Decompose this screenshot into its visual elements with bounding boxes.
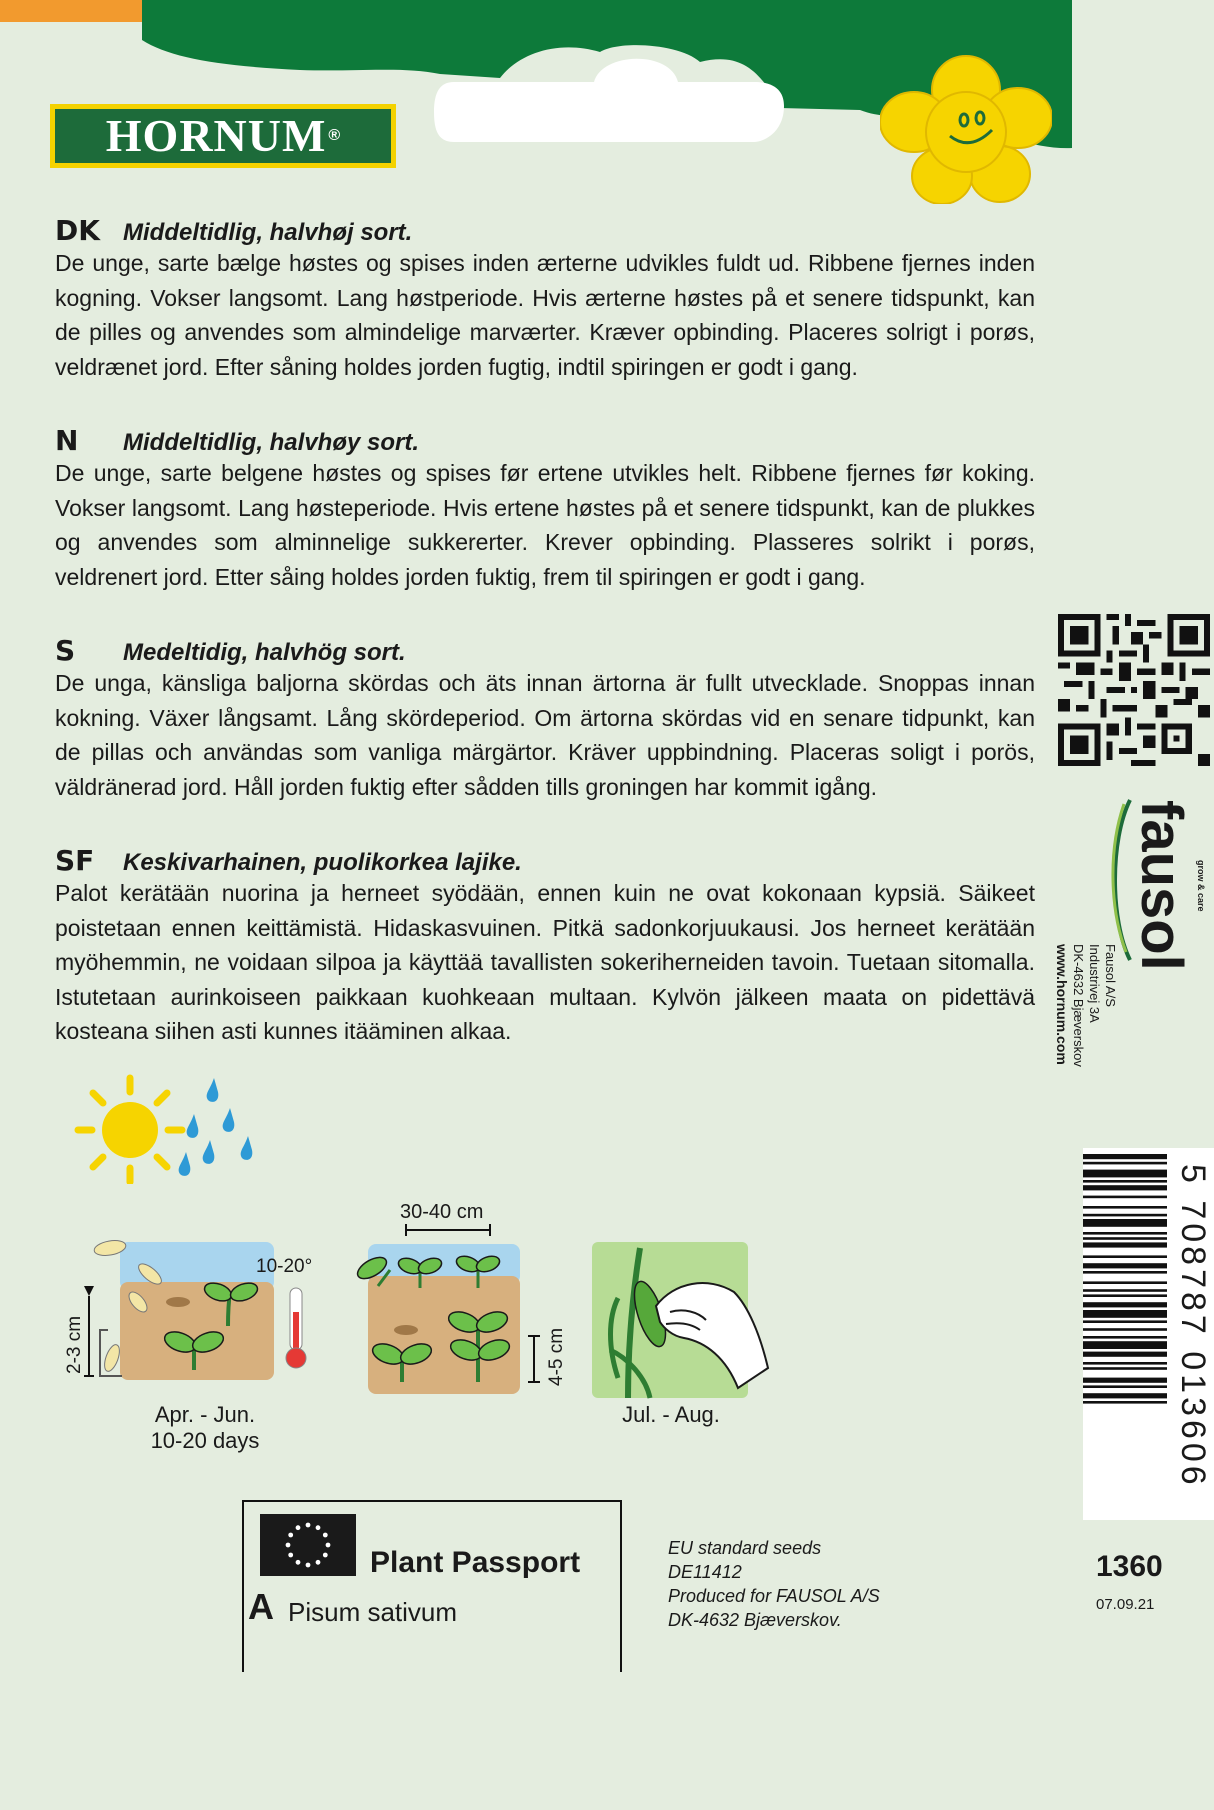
company-address	[1054, 944, 1118, 1067]
sun-icon	[78, 1078, 182, 1182]
barcode-bar	[1083, 1294, 1167, 1297]
barcode-bar	[1083, 1206, 1167, 1209]
description-s	[55, 636, 1035, 804]
barcode-bar	[1083, 1328, 1167, 1331]
thin-depth-label: 4-5 cm	[546, 1327, 567, 1386]
barcode-bar	[1083, 1214, 1167, 1217]
company-url[interactable]: www.hornum.com	[1054, 944, 1070, 1065]
temperature-label: 10-20°	[256, 1256, 313, 1277]
barcode-bar	[1083, 1385, 1167, 1388]
barcode-bar	[1083, 1310, 1167, 1318]
sowing-caption	[130, 1402, 280, 1454]
barcode-bar	[1083, 1362, 1167, 1365]
eu-star	[306, 1563, 311, 1568]
barcode-bar	[1083, 1289, 1167, 1292]
description-text: De unge, sarte belgene høstes og spises før ertene utvikles helt. Ribbene fjernes før koking. Vokser langsomt. Lang høsteperiode. Hvis ertene høstes på et senere tidspunkt, kan de plukkes og anvendes som alminnelige sukkererter. Krever opbinding. Plasseres solrikt i porøs, veldrenert jord. Etter såing holdes jorden fuktig, frem til spiringen er godt i gang.	[55, 460, 1035, 590]
barcode-bar	[1083, 1219, 1167, 1227]
print-date: 07.09.21	[1096, 1596, 1155, 1613]
sow-depth-label: 2-3 cm	[64, 1315, 85, 1374]
spacing-label: 30-40 cm	[400, 1201, 484, 1223]
smiling-flower-icon	[880, 52, 1052, 204]
barcode-bar	[1083, 1237, 1167, 1240]
germination-time: 10-20 days	[150, 1428, 260, 1453]
eu-star	[323, 1553, 328, 1558]
eu-star	[323, 1533, 328, 1538]
barcode-bar	[1083, 1401, 1167, 1404]
description-text: Palot kerätään nuorina ja herneet syödään, ennen kuin ne ovat kokonaan kypsiä. Säikeet poistetaan ennen keittämistä. Hidaskasvuinen. Pitkä sadonkorjuukausi. Jos herneet kerätään myöhemmin, ne voidaan silpoa ja käyttää tavallisten sokeriherneiden tavoin. Tuetaan sitomalla. Istutetaan aurinkoiseen paikkaan kuohkeaan multaan. Kylvön jälkeen maata on pidettävä kosteana siihen asti kunnes itääminen alkaa.	[55, 880, 1035, 1044]
barcode-bar	[1083, 1320, 1167, 1323]
passport-border-top	[242, 1500, 622, 1502]
description-text: De unge, sarte bælge høstes og spises inden ærterne udvikles fuldt ud. Ribbene fjernes inden kogning. Vokser langsomt. Lang høstperiode. Hvis ærterne høstes på et senere tidspunkt, kan de pilles og anvendes som almindelige marværter. Kræver opbinding. Placeres solrigt i porøs, veldrænet jord. Efter såning holdes jorden fugtig, indtil spiringen er godt i gang.	[55, 250, 1035, 380]
barcode-bar	[1083, 1185, 1167, 1190]
language-code: S	[55, 634, 76, 667]
barcode-bar	[1083, 1170, 1167, 1178]
company-name: Fausol A/S	[1103, 944, 1118, 1007]
item-number: 1360	[1096, 1550, 1163, 1583]
barcode-bar	[1083, 1180, 1167, 1183]
qr-code[interactable]	[1058, 614, 1210, 766]
sow-period: Apr. - Jun.	[154, 1402, 256, 1427]
eu-standard-label: EU standard seeds	[668, 1538, 822, 1558]
description-heading	[55, 846, 1035, 876]
hornum-logo	[50, 104, 396, 168]
barcode-bar	[1083, 1154, 1167, 1159]
barcode-bar	[1083, 1378, 1167, 1383]
eu-flag-icon	[260, 1514, 356, 1576]
description-text: De unga, känsliga baljorna skördas och äts innan ärtorna är fullt utvecklade. Snoppas innan kokning. Växer långsamt. Lång skördeperiod. Om ärtorna skördas vid en senare tidpunkt, kan de pillas och användas som vanliga märgärtor. Kräver uppbindning. Placeras soligt i porös, väldränerad jord. Håll jorden fuktig efter sådden tills groningen har kommit igång.	[55, 670, 1035, 800]
brand-name: HORNUM	[105, 110, 327, 161]
white-label-shape	[434, 46, 784, 146]
eu-seed-info	[668, 1536, 880, 1632]
description-dk	[55, 216, 1035, 384]
variety-headline: Middeltidlig, halvhøj sort.	[123, 219, 413, 246]
barcode-bar	[1083, 1255, 1167, 1258]
botanical-name: Pisum sativum	[288, 1597, 458, 1627]
depth-marker	[84, 1286, 122, 1376]
barcode-bar	[1083, 1242, 1167, 1247]
passport-section-letter: A	[248, 1586, 274, 1627]
description-heading	[55, 216, 1035, 246]
producer-address: DK-4632 Bjæverskov.	[668, 1610, 842, 1630]
eu-star	[316, 1525, 321, 1530]
barcode-bar	[1083, 1281, 1167, 1284]
passport-border-left	[242, 1500, 244, 1672]
registered-mark: ®	[328, 127, 341, 144]
eu-star	[296, 1560, 301, 1565]
barcode-bar	[1083, 1367, 1167, 1370]
eu-star	[296, 1525, 301, 1530]
producer-line: Produced for FAUSOL A/S	[668, 1586, 880, 1606]
eu-star	[288, 1553, 293, 1558]
variety-headline: Middeltidlig, halvhøy sort.	[123, 429, 420, 456]
harvest-caption	[596, 1402, 746, 1428]
language-code: DK	[55, 214, 100, 247]
sun-and-water-icons	[70, 1074, 270, 1184]
harvest-diagram	[588, 1238, 773, 1413]
barcode-bar	[1083, 1352, 1167, 1357]
eu-star	[326, 1543, 331, 1548]
description-sf	[55, 846, 1035, 1049]
water-drops-icon	[179, 1078, 253, 1176]
barcode-bar	[1083, 1271, 1167, 1274]
passport-border-right	[620, 1500, 622, 1672]
eu-star	[306, 1523, 311, 1528]
company-city: DK-4632 Bjæverskov	[1071, 944, 1086, 1067]
barcode-bar	[1083, 1302, 1167, 1307]
eu-star	[316, 1560, 321, 1565]
thermometer-icon	[286, 1288, 306, 1368]
registration-number: DE11412	[668, 1562, 742, 1582]
barcode-bar	[1083, 1263, 1167, 1268]
eu-star	[286, 1543, 291, 1548]
description-heading	[55, 426, 1035, 456]
fausol-logo	[1110, 780, 1210, 980]
description-heading	[55, 636, 1035, 666]
fausol-tagline: grow & care	[1196, 860, 1206, 912]
plant-passport-title: Plant Passport	[370, 1546, 581, 1579]
variety-headline: Keskivarhainen, puolikorkea lajike.	[123, 849, 522, 876]
fausol-wordmark: fausol	[1129, 800, 1194, 971]
variety-headline: Medeltidig, halvhög sort.	[123, 639, 406, 666]
company-street: Industrivej 3A	[1087, 944, 1102, 1023]
barcode-bar	[1083, 1341, 1167, 1349]
barcode-bar	[1083, 1393, 1167, 1398]
language-code: SF	[55, 844, 95, 877]
barcode-bar	[1083, 1196, 1167, 1199]
barcode-bar	[1083, 1336, 1167, 1339]
sowing-diagram	[60, 1230, 340, 1410]
barcode-bar	[1083, 1162, 1167, 1165]
harvest-period: Jul. - Aug.	[622, 1402, 720, 1427]
barcode-bar	[1083, 1232, 1167, 1235]
barcode-digits: 5 708787 013606	[1174, 1164, 1212, 1489]
description-n	[55, 426, 1035, 594]
language-code: N	[55, 424, 79, 457]
eu-star	[288, 1533, 293, 1538]
spacing-diagram	[338, 1196, 578, 1396]
